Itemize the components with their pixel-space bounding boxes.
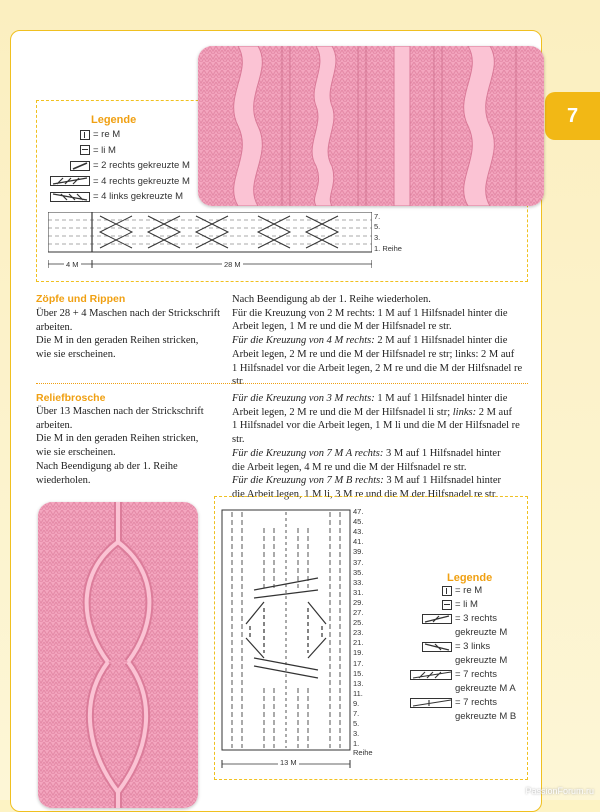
section1-right-text: Nach Beendigung ab der 1. Reihe wiederholen. Für die Kreuzung von 2 M rechts: 1 M auf 1 Hilfsnadel hinter die Arbeit legen, 1 M re und die M der Hilfsnadel re str. Für die Kreuzung von 4 M rechts: 2 M auf 1 Hilfsnadel hinter die Arbeit legen, 2 M re und die M der Hilfsnadel re str; links: 2 M auf 1 Hilfsnadel vor die Arbeit legen, 2 M re und die M der Hilfsnadel re str.	[232, 294, 523, 388]
page-number: 7	[566, 104, 579, 127]
chart2-row-label: 39.	[353, 547, 364, 557]
section2-left-text: Über 13 Maschen nach der Strickschrift arbeiten. Die M in den geraden Reihen stricken, wie sie erscheinen. Nach Beendigung ab der 1. Reihe wiederholen.	[36, 406, 204, 486]
cross-7b-icon	[410, 698, 452, 708]
cross-4-left-icon	[50, 192, 90, 202]
chart2-row-label: 45.	[353, 517, 364, 527]
legend2-title: Legende	[447, 572, 493, 584]
chart2-row-label: 29.	[353, 597, 364, 607]
legend2-item: = 7 rechts	[410, 696, 516, 710]
section2-right-text: Für die Kreuzung von 3 M rechts: 1 M auf 1 Hilfsnadel hinter die Arbeit legen, 2 M re und die M der Hilfsnadel li str; links: 2 M auf 1 Hilfsnadel vor die Arbeit legen, 1 M li und die M der Hilfsnadel re str. Für die Kreuzung von 7 M A rechts: 3 M auf 1 Hilfsnadel hinter die Arbeit legen, 4 M re und die M der Hilfsnadel re str. Für die Kreuzung von 7 M B rechts: 3 M auf 1 Hilfsnadel hinter die Arbeit legen, 1 M li, 3 M re und die M der Hilfsnadel re str	[232, 393, 520, 500]
chart2-row-label: 13.	[353, 678, 364, 688]
cross-3-left-icon	[422, 642, 452, 652]
legend2-item: = li M	[410, 598, 516, 612]
section1-left-text: Über 28 + 4 Maschen nach der Strickschrift arbeiten. Die M in den geraden Reihen stricken, wie sie erscheinen.	[36, 308, 221, 361]
section-divider	[36, 383, 528, 384]
chart2-row-label: 19.	[353, 648, 364, 658]
legend1-item: = li M	[48, 143, 190, 159]
chart1-row-label: 7.	[374, 212, 381, 221]
purl-stitch-icon	[442, 600, 452, 610]
knit-stitch-icon	[80, 130, 90, 140]
swatch-photo-relief-brooch	[38, 502, 198, 808]
chart2-row-label: 47.	[353, 507, 364, 516]
chart2-row-label: 15.	[353, 668, 364, 678]
chart1-width-label: 28 M	[224, 260, 241, 269]
page-number-tab	[545, 92, 600, 140]
swatch-photo-cables-ribs	[198, 46, 544, 206]
purl-stitch-icon	[80, 145, 90, 155]
legend1-title: Legende	[91, 114, 137, 126]
section1-heading: Zöpfe und Rippen	[36, 293, 126, 305]
legend2-item: = 3 links	[410, 640, 516, 654]
legend1-item: = 2 rechts gekreuzte M	[48, 158, 190, 174]
chart1-width-label: 4 M	[66, 260, 79, 269]
chart2-row-label: 3.	[353, 729, 360, 739]
chart2-row-label: 21.	[353, 638, 364, 648]
chart2-row-label: 35.	[353, 567, 364, 577]
chart2-row-label: 11.	[353, 688, 363, 698]
chart2-row-label: 41.	[353, 537, 364, 547]
chart2-row-label: 17.	[353, 658, 364, 668]
watermark: PassionForum.ru	[525, 786, 594, 796]
chart2-row-label: 31.	[353, 587, 364, 597]
chart2-width-label: 13 M	[280, 758, 297, 767]
chart2-row-label: 1. Reihe	[353, 739, 373, 758]
legend1-item: = 4 rechts gekreuzte M	[48, 174, 190, 190]
cross-7a-icon	[410, 670, 452, 680]
chart1	[48, 212, 372, 272]
knit-stitch-icon	[442, 586, 452, 596]
legend2-item: = re M	[410, 584, 516, 598]
legend2-item: = 3 rechts	[410, 612, 516, 626]
cross-3-right-icon	[422, 614, 452, 624]
chart2-row-label: 9.	[353, 698, 360, 708]
chart2	[220, 508, 390, 772]
chart2-row-label: 43.	[353, 527, 364, 537]
legend1-item: = 4 links gekreuzte M	[48, 189, 190, 205]
chart1-row-label: 3.	[374, 233, 381, 242]
section2-heading: Reliefbrosche	[36, 392, 106, 404]
chart2-row-label: 27.	[353, 608, 364, 617]
legend1-item: = re M	[48, 127, 190, 143]
chart2-row-label: 33.	[353, 577, 364, 587]
chart1-row-label: 1. Reihe	[374, 244, 402, 253]
legend1	[48, 127, 190, 205]
legend2: = re M = li M = 3 rechts gekreuzte M = 3 links gekreuzte M = 7 rechts gekreuzte M A = 7 rechts gekreuzte M B	[410, 584, 516, 724]
cross-4-right-icon	[50, 176, 90, 186]
legend2-item: = 7 rechts	[410, 668, 516, 682]
chart2-row-label: 37.	[353, 557, 364, 567]
chart2-row-label: 7.	[353, 709, 360, 718]
chart2-row-label: 23.	[353, 628, 364, 638]
chart2-row-label: 5.	[353, 719, 360, 729]
chart1-row-label: 5.	[374, 222, 381, 231]
chart2-row-label: 25.	[353, 618, 364, 628]
cross-2-right-icon	[70, 161, 90, 171]
